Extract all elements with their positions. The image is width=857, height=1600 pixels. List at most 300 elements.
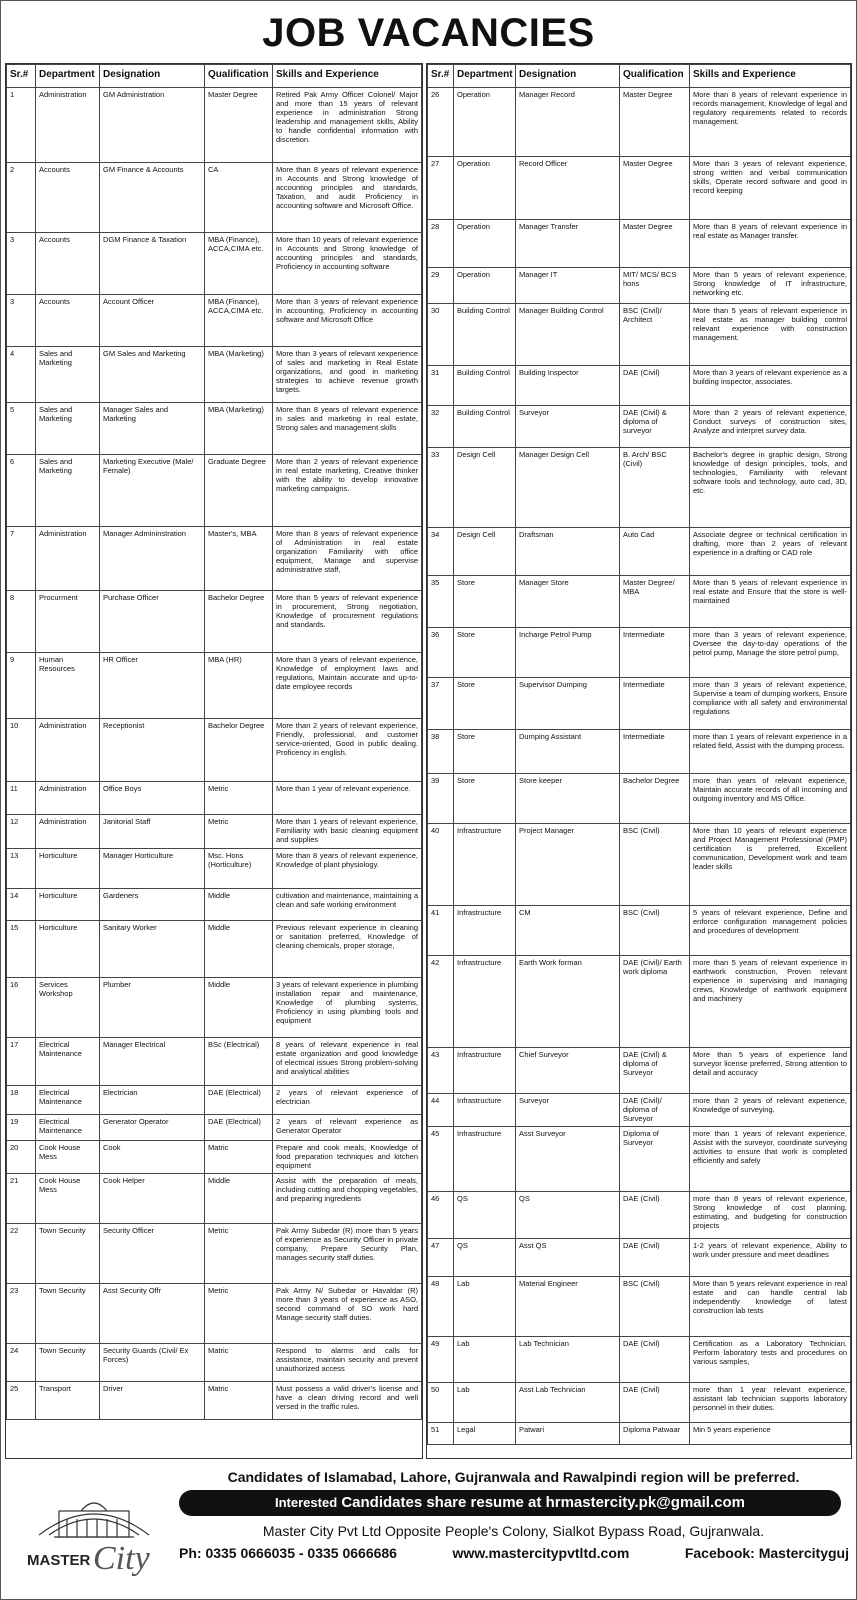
master-city-logo xyxy=(19,1473,169,1585)
cell-sr: 4 xyxy=(7,347,36,403)
table-row xyxy=(428,956,851,1048)
cell-sr: 46 xyxy=(428,1192,454,1239)
table-row xyxy=(7,1284,422,1344)
cell-qualification: Diploma Patwaar xyxy=(620,1423,690,1445)
cell-sr: 33 xyxy=(428,448,454,528)
table-row xyxy=(7,782,422,815)
cell-department: Administration xyxy=(36,815,100,849)
cell-department: Sales and Marketing xyxy=(36,347,100,403)
cell-sr: 14 xyxy=(7,889,36,921)
cell-designation: Dumping Assistant xyxy=(516,730,620,774)
cell-designation: Driver xyxy=(100,1382,205,1420)
table-row xyxy=(428,268,851,304)
table-row xyxy=(7,849,422,889)
cell-qualification: DAE (Civil) & diploma of surveyor xyxy=(620,406,690,448)
cell-qualification: Middle xyxy=(205,978,273,1038)
cell-skills: more than years of relevant experience, Maintain accurate records of all incoming and outgoing inventory and MS Office. xyxy=(690,774,851,824)
table-row xyxy=(428,1094,851,1127)
table-row xyxy=(428,906,851,956)
cell-department: Store xyxy=(454,774,516,824)
cell-skills: Must possess a valid driver's license and have a clean driving record and well versed in the traffic rules. xyxy=(273,1382,422,1420)
cell-department: Store xyxy=(454,576,516,628)
cell-department: Town Security xyxy=(36,1224,100,1284)
cell-designation: Manager Building Control xyxy=(516,304,620,366)
cell-skills: More than 2 years of relevant experience, Conduct surveys of construction sites, Analyze and interpret survey data. xyxy=(690,406,851,448)
cell-qualification: Master Degree/ MBA xyxy=(620,576,690,628)
table-row xyxy=(7,295,422,347)
cell-designation: Manager Sales and Marketing xyxy=(100,403,205,455)
cell-department: Sales and Marketing xyxy=(36,455,100,527)
cell-skills: more than 1 year relevant experience, assistant lab technician supports laboratory personnel in their duties. xyxy=(690,1383,851,1423)
address-text: Master City Pvt Ltd Opposite People's Colony, Sialkot Bypass Road, Gujranwala. xyxy=(262,1523,765,1539)
cell-sr: 3 xyxy=(7,233,36,295)
cell-designation: Office Boys xyxy=(100,782,205,815)
table-row xyxy=(428,774,851,824)
cell-designation: Purchase Officer xyxy=(100,591,205,653)
cell-department: Infrastructure xyxy=(454,1127,516,1192)
cell-department: Store xyxy=(454,730,516,774)
resume-banner xyxy=(179,1490,841,1516)
cell-sr: 41 xyxy=(428,906,454,956)
table-header-row xyxy=(7,65,422,88)
cell-sr: 17 xyxy=(7,1038,36,1086)
table-row xyxy=(428,1239,851,1277)
cell-skills: More than 10 years of relevant experience in Accounts and Strong knowledge of accounting principles and standards, Proficiency in accounting software xyxy=(273,233,422,295)
cell-skills: 5 years of relevant experience, Define and enforce configuration management policies and procedures of development xyxy=(690,906,851,956)
cell-qualification: DAE (Civil) & diploma of Surveyor xyxy=(620,1048,690,1094)
cell-sr: 40 xyxy=(428,824,454,906)
cell-sr: 29 xyxy=(428,268,454,304)
cell-sr: 43 xyxy=(428,1048,454,1094)
table-header-row xyxy=(428,65,851,88)
header-skills: Skills and Experience xyxy=(273,65,422,88)
cell-designation: Sanitary Worker xyxy=(100,921,205,978)
cell-designation: Gardeners xyxy=(100,889,205,921)
cell-skills: more than 5 years of relevant experience in earthwork construction, Proven relevant experience in supervising and managing crews, Knowledge of earthwork equipment and machinery xyxy=(690,956,851,1048)
table-row xyxy=(428,406,851,448)
cell-qualification: Intermediate xyxy=(620,678,690,730)
facebook-text: Facebook: Mastercityguj xyxy=(684,1545,849,1561)
cell-department: Infrastructure xyxy=(454,824,516,906)
cell-qualification: DAE (Civil)/ Earth work diploma xyxy=(620,956,690,1048)
cell-sr: 51 xyxy=(428,1423,454,1445)
table-row xyxy=(7,978,422,1038)
cell-skills: More than 5 years of relevant experience in real estate and Ensure that the store is well-maintained xyxy=(690,576,851,628)
resume-banner-main: Candidates share resume at hrmastercity.pk@gmail.com xyxy=(341,1494,745,1511)
cell-qualification: MBA (Marketing) xyxy=(205,403,273,455)
cell-sr: 12 xyxy=(7,815,36,849)
cell-skills: Previous relevant experience in cleaning or sanitation preferred, Knowledge of cleaning chemicals, proper storage, xyxy=(273,921,422,978)
cell-designation: HR Officer xyxy=(100,653,205,719)
cell-skills: More than 3 years of relevant experience, Knowledge of employment laws and regulations, Maintain accurate and up-to-date employee records xyxy=(273,653,422,719)
cell-department: Administration xyxy=(36,719,100,782)
cell-qualification: Master Degree xyxy=(620,157,690,220)
cell-designation: Surveyor xyxy=(516,406,620,448)
table-row xyxy=(7,1382,422,1420)
cell-sr: 9 xyxy=(7,653,36,719)
table-row xyxy=(428,1423,851,1445)
cell-qualification: DAE (Civil) xyxy=(620,1383,690,1423)
table-row xyxy=(7,1086,422,1115)
cell-qualification: BSC (Civil) xyxy=(620,1277,690,1337)
cell-designation: GM Finance & Accounts xyxy=(100,163,205,233)
cell-skills: More than 8 years of relevant experience, Knowledge of plant physiology. xyxy=(273,849,422,889)
cell-sr: 19 xyxy=(7,1115,36,1141)
cell-designation: Manager Horticulture xyxy=(100,849,205,889)
cell-designation: Plumber xyxy=(100,978,205,1038)
cell-designation: Chief Surveyor xyxy=(516,1048,620,1094)
cell-qualification: Diploma of Surveyor xyxy=(620,1127,690,1192)
header-sr: Sr.# xyxy=(428,65,454,88)
table-row xyxy=(428,448,851,528)
table-row xyxy=(428,528,851,576)
cell-designation: Manager Design Cell xyxy=(516,448,620,528)
cell-skills: More than 3 years of relevant experience in accounting, Proficiency in accounting software and Microsoft Office xyxy=(273,295,422,347)
cell-department: Building Control xyxy=(454,366,516,406)
cell-designation: Asst Lab Technician xyxy=(516,1383,620,1423)
table-row xyxy=(428,1277,851,1337)
cell-sr: 15 xyxy=(7,921,36,978)
cell-designation: Asst Security Offr xyxy=(100,1284,205,1344)
cell-qualification: Metric xyxy=(205,1224,273,1284)
table-row xyxy=(7,403,422,455)
vacancy-table-left xyxy=(5,63,423,1459)
cell-qualification: BSC (Civil)/ Architect xyxy=(620,304,690,366)
cell-qualification: Auto Cad xyxy=(620,528,690,576)
cell-designation: Asst QS xyxy=(516,1239,620,1277)
cell-designation: Manager Electrical xyxy=(100,1038,205,1086)
cell-sr: 8 xyxy=(7,591,36,653)
table-row xyxy=(7,163,422,233)
cell-skills: more than 3 years of relevant experience, Oversee the day-to-day operations of the petrol pump, Manage the store petrol pump, xyxy=(690,628,851,678)
cell-department: Services Workshop xyxy=(36,978,100,1038)
cell-department: Lab xyxy=(454,1383,516,1423)
table-row xyxy=(7,233,422,295)
table-row xyxy=(428,678,851,730)
cell-qualification: MIT/ MCS/ BCS hons xyxy=(620,268,690,304)
footer xyxy=(1,1463,856,1599)
cell-department: Infrastructure xyxy=(454,1094,516,1127)
cell-designation: Manager Record xyxy=(516,88,620,157)
cell-qualification: BSC (Civil) xyxy=(620,906,690,956)
cell-sr: 31 xyxy=(428,366,454,406)
cell-department: Accounts xyxy=(36,295,100,347)
cell-qualification: BSC (Civil) xyxy=(620,824,690,906)
logo-master-text: MASTER xyxy=(27,1552,91,1569)
cell-skills: 3 years of relevant experience in plumbing installation repair and maintenance, Knowledge of plumbing systems, Proficiency in using plumbing tools and equipment xyxy=(273,978,422,1038)
cell-qualification: Middle xyxy=(205,889,273,921)
cell-qualification: Bachelor Degree xyxy=(205,719,273,782)
cell-department: Administration xyxy=(36,88,100,163)
cell-department: Operation xyxy=(454,88,516,157)
cell-skills: Bachelor's degree in graphic design, Strong knowledge of design principles, tools, and technologies, Familiarity with relevant software tools and technology, auto cad, 3D, etc. xyxy=(690,448,851,528)
cell-sr: 28 xyxy=(428,220,454,268)
cell-sr: 2 xyxy=(7,163,36,233)
cell-designation: Patwari xyxy=(516,1423,620,1445)
table-row xyxy=(7,1141,422,1174)
cell-qualification: DAE (Electrical) xyxy=(205,1086,273,1115)
cell-department: Administration xyxy=(36,527,100,591)
cell-designation: DGM Finance & Taxation xyxy=(100,233,205,295)
cell-department: Lab xyxy=(454,1277,516,1337)
table-row xyxy=(7,591,422,653)
cell-skills: More than 8 years of relevant experience in records management, Knowledge of legal and regulatory requirements related to records management. xyxy=(690,88,851,157)
cell-skills: More than 3 years of relevant experience, strong written and verbal communication skills, Operate record software and good in record keeping xyxy=(690,157,851,220)
header-qualification: Qualification xyxy=(620,65,690,88)
cell-sr: 37 xyxy=(428,678,454,730)
cell-qualification: Matric xyxy=(205,1344,273,1382)
cell-designation: Account Officer xyxy=(100,295,205,347)
header-designation: Designation xyxy=(100,65,205,88)
contact-line xyxy=(179,1545,849,1561)
cell-skills: more than 1 years of relevant experience in a related field, Assist with the dumping process. xyxy=(690,730,851,774)
table-row xyxy=(7,815,422,849)
cell-qualification: DAE (Civil) xyxy=(620,1192,690,1239)
cell-designation: GM Sales and Marketing xyxy=(100,347,205,403)
cell-qualification: DAE (Civil) xyxy=(620,366,690,406)
cell-qualification: DAE (Electrical) xyxy=(205,1115,273,1141)
cell-designation: Manager Admininstration xyxy=(100,527,205,591)
cell-qualification: BSc (Electrical) xyxy=(205,1038,273,1086)
logo-city-text: City xyxy=(93,1540,150,1577)
cell-qualification: Bachelor Degree xyxy=(620,774,690,824)
cell-qualification: MBA (Finance), ACCA,CIMA etc. xyxy=(205,233,273,295)
cell-skills: Associate degree or technical certification in drafting, more than 2 years of relevant experience in a drafting or CAD role xyxy=(690,528,851,576)
cell-skills: More than 8 years of relevant experience in sales and marketing in real estate, Strong sales and management skills xyxy=(273,403,422,455)
phone-text: Ph: 0335 0666035 - 0335 0666686 xyxy=(179,1545,397,1561)
cell-designation: Material Engineer xyxy=(516,1277,620,1337)
table-row xyxy=(428,628,851,678)
cell-skills: Certification as a Laboratory Technician, Perform laboratory tests and procedures on various samples, xyxy=(690,1337,851,1383)
cell-designation: Security Guards (Civil/ Ex Forces) xyxy=(100,1344,205,1382)
cell-qualification: B. Arch/ BSC (Civil) xyxy=(620,448,690,528)
cell-qualification: MBA (Finance), ACCA,CIMA etc. xyxy=(205,295,273,347)
cell-designation: CM xyxy=(516,906,620,956)
cell-qualification: Master Degree xyxy=(620,88,690,157)
cell-department: Sales and Marketing xyxy=(36,403,100,455)
cell-skills: More than 5 years of relevant experience in procurement, Strong negotiation, Knowledge of procurement regulations and standards. xyxy=(273,591,422,653)
cell-sr: 39 xyxy=(428,774,454,824)
cell-department: Human Resources xyxy=(36,653,100,719)
cell-designation: Receptionist xyxy=(100,719,205,782)
website-link[interactable]: www.mastercitypvtltd.com xyxy=(452,1545,630,1561)
cell-designation: Store keeper xyxy=(516,774,620,824)
header-skills: Skills and Experience xyxy=(690,65,851,88)
cell-sr: 6 xyxy=(7,455,36,527)
cell-skills: 8 years of relevant experience in real estate organization and good knowledge of electrical issues Strong problem-solving and analytical abilities xyxy=(273,1038,422,1086)
table-row xyxy=(7,921,422,978)
cell-designation: QS xyxy=(516,1192,620,1239)
cell-department: Electrical Maintenance xyxy=(36,1115,100,1141)
resume-banner-prefix: Interested xyxy=(275,1495,338,1510)
table-row xyxy=(428,220,851,268)
cell-department: Town Security xyxy=(36,1344,100,1382)
cell-designation: Earth Work forman xyxy=(516,956,620,1048)
cell-department: Cook House Mess xyxy=(36,1174,100,1224)
cell-sr: 44 xyxy=(428,1094,454,1127)
cell-designation: Project Manager xyxy=(516,824,620,906)
table-row xyxy=(7,1038,422,1086)
cell-designation: Building Inspector xyxy=(516,366,620,406)
cell-qualification: MBA (HR) xyxy=(205,653,273,719)
cell-skills: more than 8 years of relevant experience, Strong knowledge of cost planning, estimating, and budgeting for construction projects xyxy=(690,1192,851,1239)
table-row xyxy=(428,576,851,628)
table-row xyxy=(7,1224,422,1284)
cell-sr: 34 xyxy=(428,528,454,576)
cell-qualification: Metric xyxy=(205,815,273,849)
cell-qualification: DAE (Civil) xyxy=(620,1239,690,1277)
cell-skills: More than 8 years of relevant experience in real estate as Manager transfer. xyxy=(690,220,851,268)
cell-qualification: Middle xyxy=(205,921,273,978)
cell-designation: Manager Transfer xyxy=(516,220,620,268)
cell-sr: 13 xyxy=(7,849,36,889)
cell-skills: More than 10 years of relevant experience and Project Management Professional (PMP) certification is preferred, Excellent communication, Development work and team leader skills xyxy=(690,824,851,906)
cell-department: Cook House Mess xyxy=(36,1141,100,1174)
table-row xyxy=(7,1344,422,1382)
cell-designation: Manager Store xyxy=(516,576,620,628)
cell-department: Town Security xyxy=(36,1284,100,1344)
cell-skills: Retired Pak Army Officer Colonel/ Major and more than 15 years of relevant experience in administration Strong leadership and management skills, Ability to handle confidential information with discretion. xyxy=(273,88,422,163)
cell-department: Accounts xyxy=(36,233,100,295)
cell-department: Legal xyxy=(454,1423,516,1445)
cell-qualification: CA xyxy=(205,163,273,233)
table-row xyxy=(428,304,851,366)
table-row xyxy=(428,88,851,157)
cell-designation: Manager IT xyxy=(516,268,620,304)
cell-department: Horticulture xyxy=(36,889,100,921)
cell-sr: 5 xyxy=(7,403,36,455)
cell-designation: Cook xyxy=(100,1141,205,1174)
cell-department: Horticulture xyxy=(36,921,100,978)
cell-designation: GM Administration xyxy=(100,88,205,163)
cell-skills: 2 years of relevant experience as Generator Operator xyxy=(273,1115,422,1141)
table-row xyxy=(428,1048,851,1094)
table-row xyxy=(7,1174,422,1224)
cell-qualification: Intermediate xyxy=(620,730,690,774)
cell-department: Operation xyxy=(454,268,516,304)
cell-qualification: DAE (Civil)/ diploma of Surveyor xyxy=(620,1094,690,1127)
cell-sr: 20 xyxy=(7,1141,36,1174)
cell-department: Lab xyxy=(454,1337,516,1383)
cell-sr: 27 xyxy=(428,157,454,220)
table-row xyxy=(7,1115,422,1141)
table-row xyxy=(7,527,422,591)
cell-department: Building Control xyxy=(454,304,516,366)
preferred-regions-text: Candidates of Islamabad, Lahore, Gujranwala and Rawalpindi region will be preferred. xyxy=(227,1469,800,1485)
cell-sr: 36 xyxy=(428,628,454,678)
cell-department: Store xyxy=(454,628,516,678)
cell-department: Building Control xyxy=(454,406,516,448)
cell-department: QS xyxy=(454,1192,516,1239)
cell-skills: More than 1 year of relevant experience. xyxy=(273,782,422,815)
cell-sr: 22 xyxy=(7,1224,36,1284)
cell-sr: 50 xyxy=(428,1383,454,1423)
cell-skills: Assist with the preparation of meals, including cutting and chopping vegetables, and preparing ingredients xyxy=(273,1174,422,1224)
cell-skills: More than 1 years of relevant experience, Familiarity with basic cleaning equipment and supplies xyxy=(273,815,422,849)
table-row xyxy=(428,157,851,220)
cell-designation: Incharge Petrol Pump xyxy=(516,628,620,678)
cell-skills: More than 3 years of relevant experience as a building inspector, associates. xyxy=(690,366,851,406)
cell-designation: Supervisor Dumping xyxy=(516,678,620,730)
cell-sr: 1 xyxy=(7,88,36,163)
cell-skills: Respond to alarms and calls for assistance, maintain security and prevent unauthorized access xyxy=(273,1344,422,1382)
cell-skills: Min 5 years experience xyxy=(690,1423,851,1445)
cell-qualification: Middle xyxy=(205,1174,273,1224)
cell-sr: 3 xyxy=(7,295,36,347)
cell-sr: 7 xyxy=(7,527,36,591)
cell-skills: More than 5 years of experience land surveyor license preferred, Strong attention to detail and accuracy xyxy=(690,1048,851,1094)
table-row xyxy=(7,455,422,527)
header-department: Department xyxy=(454,65,516,88)
cell-skills: More than 2 years of relevant experience in real estate marketing, Creative thinker with the ability to develop innovative marketing campaigns. xyxy=(273,455,422,527)
cell-designation: Asst Surveyor xyxy=(516,1127,620,1192)
cell-skills: more than 1 years of relevant experience, Assist with the surveyor, coordinate surveying activities to ensure that work is completed efficiently and safely xyxy=(690,1127,851,1192)
cell-designation: Security Officer xyxy=(100,1224,205,1284)
cell-skills: Pak Army N/ Subedar or Havaldar (R) more than 3 years of experience as ASO, second command of SO work hard Manage security staff duties. xyxy=(273,1284,422,1344)
cell-sr: 45 xyxy=(428,1127,454,1192)
cell-skills: more than 3 years of relevant experience, Supervise a team of dumping workers, Ensure compliance with all safety and environmental regulations xyxy=(690,678,851,730)
table-row xyxy=(428,366,851,406)
cell-skills: Prepare and cook meals, Knowledge of food preparation techniques and kitchen equipment xyxy=(273,1141,422,1174)
cell-sr: 21 xyxy=(7,1174,36,1224)
cell-skills: more than 2 years of relevant experience, Knowledge of surveying. xyxy=(690,1094,851,1127)
cell-department: Infrastructure xyxy=(454,956,516,1048)
table-row xyxy=(7,653,422,719)
cell-sr: 35 xyxy=(428,576,454,628)
cell-sr: 32 xyxy=(428,406,454,448)
cell-sr: 10 xyxy=(7,719,36,782)
header-qualification: Qualification xyxy=(205,65,273,88)
cell-department: Design Cell xyxy=(454,448,516,528)
cell-department: Electrical Maintenance xyxy=(36,1038,100,1086)
cell-designation: Record Officer xyxy=(516,157,620,220)
cell-skills: More than 5 years of relevant experience, Strong knowledge of IT infrastructure, networking etc. xyxy=(690,268,851,304)
cell-designation: Cook Helper xyxy=(100,1174,205,1224)
cell-designation: Lab Technician xyxy=(516,1337,620,1383)
cell-qualification: Matric xyxy=(205,1141,273,1174)
cell-skills: More than 5 years of relevant experience in real estate as manager building control relevant experience with construction management. xyxy=(690,304,851,366)
cell-skills: 1-2 years of relevant experience, Ability to work under pressure and meet deadlines xyxy=(690,1239,851,1277)
cell-skills: cultivation and maintenance, maintaining a clean and safe working environment xyxy=(273,889,422,921)
table-row xyxy=(428,824,851,906)
cell-designation: Janitorial Staff xyxy=(100,815,205,849)
header-department: Department xyxy=(36,65,100,88)
table-row xyxy=(428,1337,851,1383)
cell-sr: 11 xyxy=(7,782,36,815)
cell-sr: 42 xyxy=(428,956,454,1048)
cell-department: Design Cell xyxy=(454,528,516,576)
cell-department: Accounts xyxy=(36,163,100,233)
cell-skills: Pak Army Subedar (R) more than 5 years of experience as Security Officer in private company, Prepare Security Plan, manages security staff duties. xyxy=(273,1224,422,1284)
cell-department: Administration xyxy=(36,782,100,815)
table-row xyxy=(428,1192,851,1239)
cell-designation: Electrician xyxy=(100,1086,205,1115)
cell-department: Operation xyxy=(454,220,516,268)
cell-sr: 18 xyxy=(7,1086,36,1115)
cell-qualification: Bachelor Degree xyxy=(205,591,273,653)
cell-qualification: Metric xyxy=(205,1284,273,1344)
cell-department: Transport xyxy=(36,1382,100,1420)
table-row xyxy=(428,1127,851,1192)
cell-skills: More than 8 years of relevant experience of Administration in real estate organization Familiarity with office equipment, Manage and supervise administrative staff, xyxy=(273,527,422,591)
cell-skills: More than 8 years of relevant experience in Accounts and Strong knowledge of accounting principles and standards, Taxation, and audit Proficiency in accounting software and Microsoft Office. xyxy=(273,163,422,233)
cell-designation: Generator Operator xyxy=(100,1115,205,1141)
cell-department: Infrastructure xyxy=(454,906,516,956)
cell-qualification: Msc. Hons (Horticulture) xyxy=(205,849,273,889)
cell-designation: Marketing Executive (Male/ Female) xyxy=(100,455,205,527)
cell-qualification: Intermediate xyxy=(620,628,690,678)
table-row xyxy=(7,88,422,163)
